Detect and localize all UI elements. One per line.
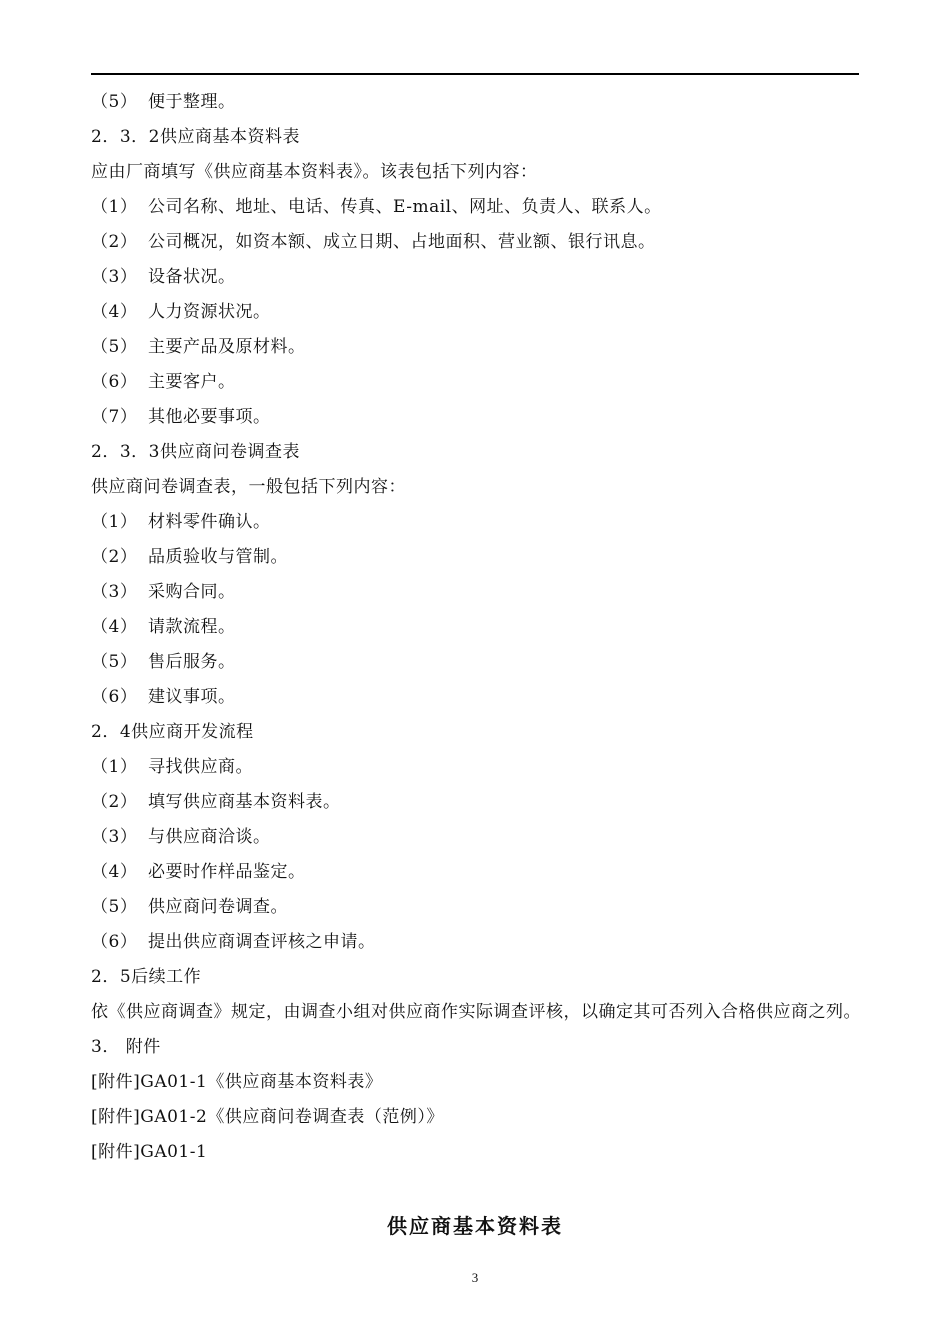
section-heading: 2．3．3供应商问卷调查表 <box>91 442 300 462</box>
header-rule <box>91 73 859 75</box>
section-heading: 3． 附件 <box>91 1037 161 1057</box>
list-item-number: （6） <box>91 932 138 952</box>
list-item-number: （1） <box>91 757 138 777</box>
list-item-number: （1） <box>91 512 138 532</box>
text-line: [附件]GA01-2《供应商问卷调查表（范例）》 <box>91 1107 444 1127</box>
paragraph: 依《供应商调查》规定，由调查小组对供应商作实际调查评核，以确定其可否列入合格供应商之列。 <box>91 1002 861 1022</box>
list-item-text: 建议事项。 <box>148 687 236 707</box>
list-item <box>91 890 861 925</box>
text-line: [附件]GA01-1《供应商基本资料表》 <box>91 1072 383 1092</box>
list-item <box>91 680 861 715</box>
list-item <box>91 925 861 960</box>
list-item <box>91 750 861 785</box>
list-item-number: （3） <box>91 582 138 602</box>
list-item-number: （2） <box>91 547 138 567</box>
list-item <box>91 365 861 400</box>
list-item-text: 供应商问卷调查。 <box>148 897 288 917</box>
list-item <box>91 260 861 295</box>
list-item <box>91 190 861 225</box>
list-item-text: 填写供应商基本资料表。 <box>148 792 341 812</box>
list-item <box>91 820 861 855</box>
form-title: 供应商基本资料表 <box>387 1214 563 1238</box>
list-item-text: 设备状况。 <box>148 267 236 287</box>
list-item <box>91 225 861 260</box>
list-item-number: （5） <box>91 337 138 357</box>
list-item-number: （5） <box>91 652 138 672</box>
list-item <box>91 785 861 820</box>
list-item-number: （5） <box>91 897 138 917</box>
list-item-number: （2） <box>91 792 138 812</box>
list-item-text: 公司概况，如资本额、成立日期、占地面积、营业额、银行讯息。 <box>148 232 656 252</box>
text-line: 供应商问卷调查表，一般包括下列内容： <box>91 477 406 497</box>
list-item-number: （6） <box>91 372 138 392</box>
text-line: 应由厂商填写《供应商基本资料表》。该表包括下列内容： <box>91 162 538 182</box>
page-number: 3 <box>471 1270 479 1285</box>
list-item <box>91 505 861 540</box>
section-heading: 2．3．2供应商基本资料表 <box>91 127 300 147</box>
list-item <box>91 610 861 645</box>
list-item-text: 必要时作样品鉴定。 <box>148 862 306 882</box>
text-line: [附件]GA01-1 <box>91 1142 208 1162</box>
list-item <box>91 575 861 610</box>
list-item-number: （6） <box>91 687 138 707</box>
list-item <box>91 645 861 680</box>
list-item-text: 公司名称、地址、电话、传真、E-mail、网址、负责人、联系人。 <box>148 197 662 217</box>
list-item <box>91 400 861 435</box>
list-item-text: 其他必要事项。 <box>148 407 271 427</box>
list-item-number: （7） <box>91 407 138 427</box>
list-item-text: 售后服务。 <box>148 652 236 672</box>
list-item-text: 品质验收与管制。 <box>148 547 288 567</box>
list-item <box>91 540 861 575</box>
list-item-text: 人力资源状况。 <box>148 302 271 322</box>
list-item-text: 请款流程。 <box>148 617 236 637</box>
list-item-number: （2） <box>91 232 138 252</box>
list-item <box>91 295 861 330</box>
list-item-text: 主要产品及原材料。 <box>148 337 306 357</box>
list-item-text: 提出供应商调查评核之申请。 <box>148 932 376 952</box>
list-item-text: 主要客户。 <box>148 372 236 392</box>
list-item-number: （3） <box>91 827 138 847</box>
list-item-number: （4） <box>91 302 138 322</box>
list-item <box>91 855 861 890</box>
list-item-text: 材料零件确认。 <box>148 512 271 532</box>
list-item-number: （5） <box>91 92 138 112</box>
list-item-text: 与供应商洽谈。 <box>148 827 271 847</box>
list-item-text: 便于整理。 <box>148 92 236 112</box>
list-item-text: 寻找供应商。 <box>148 757 253 777</box>
list-item-number: （1） <box>91 197 138 217</box>
list-item <box>91 330 861 365</box>
list-item-number: （3） <box>91 267 138 287</box>
section-heading: 2．4供应商开发流程 <box>91 722 254 742</box>
list-item-number: （4） <box>91 617 138 637</box>
list-item <box>91 85 861 120</box>
section-heading: 2．5后续工作 <box>91 967 202 987</box>
list-item-number: （4） <box>91 862 138 882</box>
document-body <box>91 85 861 1170</box>
list-item-text: 采购合同。 <box>148 582 236 602</box>
